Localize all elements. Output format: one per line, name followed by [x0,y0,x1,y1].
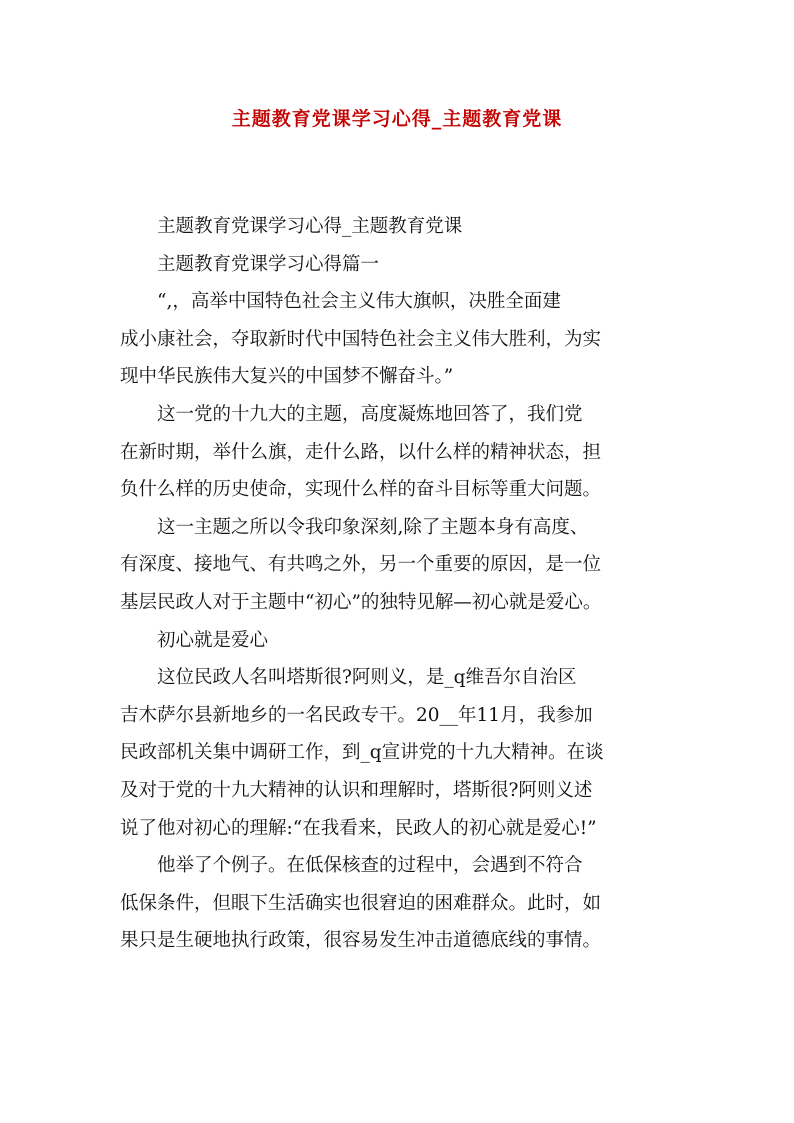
text-line: 负什么样的历史使命，实现什么样的奋斗目标等重大问题。 [120,479,602,501]
text-line: 这位民政人名叫塔斯很?阿则义，是_q维吾尔自治区 [157,667,577,689]
text-line: 说了他对初心的理解:“在我看来，民政人的初心就是爱心!” [120,817,597,839]
paragraph [120,659,680,847]
text-line: 果只是生硬地执行政策，很容易发生冲击道德底线的事情。 [120,930,602,952]
text-line: 在新时期，举什么旗，走什么路，以什么样的精神状态，担 [120,441,602,463]
text-line: 成小康社会，夺取新时代中国特色社会主义伟大胜利，为实 [120,328,602,350]
text-line: 基层民政人对于主题中“初心”的独特见解—初心就是爱心。 [120,591,602,613]
text-line: 吉木萨尔县新地乡的一名民政专干。20__年11月，我参加 [120,704,593,726]
text-line: 主题教育党课学习心得_主题教育党课 [157,216,463,237]
text-line: 初心就是爱心 [157,629,269,651]
text-line: 主题教育党课学习心得篇一 [157,253,380,275]
text-line: 民政部机关集中调研工作，到_q宣讲党的十九大精神。在谈 [120,742,604,764]
text-line: 这一主题之所以令我印象深刻,除了主题本身有高度、 [157,516,589,538]
text-line: 有深度、接地气、有共鸣之外，另一个重要的原因，是一位 [120,554,602,576]
text-line: 低保条件，但眼下生活确实也很窘迫的困难群众。此时，如 [120,892,602,914]
paragraph [120,283,680,396]
paragraph [120,396,680,509]
text-line: 现中华民族伟大复兴的中国梦不懈奋斗。” [120,366,454,388]
paragraph [120,246,680,284]
text-line: “,，高举中国特色社会主义伟大旗帜，决胜全面建 [157,291,561,313]
text-line: 这一党的十九大的主题，高度凝炼地回答了，我们党 [157,403,583,425]
text-line: 他举了个例子。在低保核查的过程中，会遇到不符合 [157,855,583,877]
paragraph [120,509,680,622]
document-body [120,208,680,960]
paragraph [120,847,680,960]
text-line: 及对于党的十九大精神的认识和理解时，塔斯很?阿则义述 [120,779,593,801]
subheading [120,622,680,660]
document-title: 主题教育党课学习心得_主题教育党课 [231,108,563,130]
paragraph [120,208,680,246]
